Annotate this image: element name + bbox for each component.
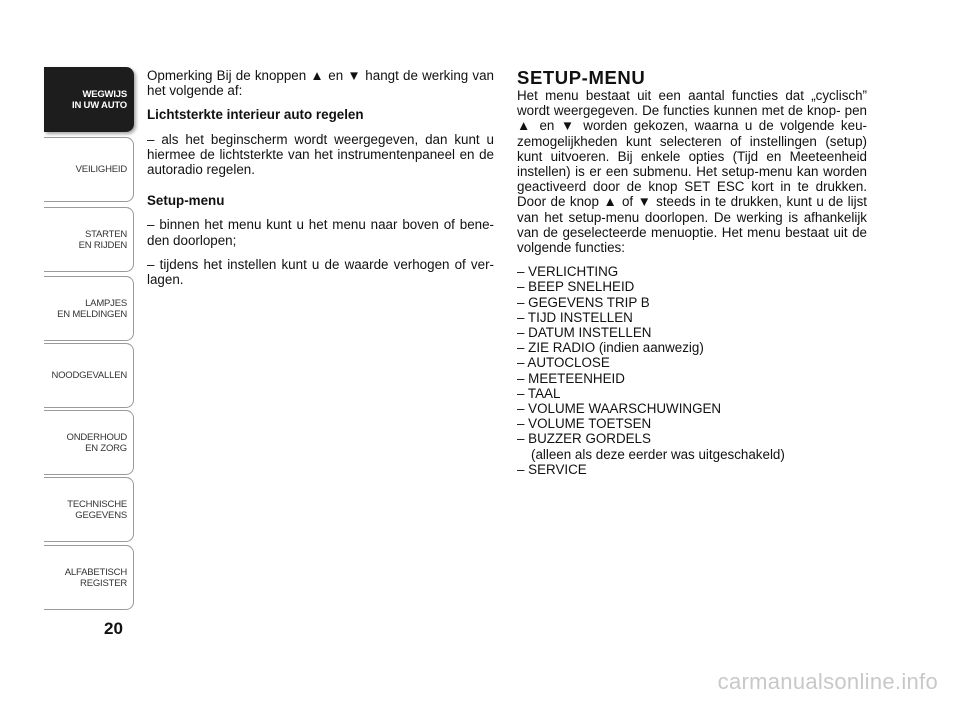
list-item: – ZIE RADIO (indien aanwezig) — [517, 340, 704, 356]
tab-label: STARTEN EN RIJDEN — [78, 228, 127, 251]
tab-label: NOODGEVALLEN — [51, 370, 127, 381]
tab-veiligheid[interactable] — [44, 137, 134, 202]
list-item: – DATUM INSTELLEN — [517, 325, 652, 341]
tab-label: WEGWIJS IN UW AUTO — [72, 88, 127, 111]
paragraph-setup-browse: – binnen het menu kunt u het menu naar boven of bene- den doorlopen; — [147, 217, 494, 248]
right-column — [517, 68, 867, 477]
list-item: – VERLICHTING — [517, 264, 619, 280]
tab-noodgevallen[interactable] — [44, 343, 134, 408]
intro-note: Opmerking Bij de knoppen ▲ en ▼ hangt de werking van het volgende af: — [147, 68, 494, 99]
list-item-label: – BUZZER GORDELS — [517, 431, 651, 447]
watermark: carmanualsonline.info — [717, 669, 938, 694]
paragraph-setup-adjust: – tijdens het instellen kunt u de waarde verhogen of ver- lagen. — [147, 256, 494, 288]
list-item: – VOLUME WAARSCHUWINGEN — [517, 401, 722, 417]
page-number: 20 — [104, 619, 123, 638]
tab-alfabetisch-register[interactable] — [44, 545, 134, 610]
tab-lampjes-en-meldingen[interactable] — [44, 276, 134, 341]
list-item: – MEETEENHEID — [517, 370, 625, 386]
tab-label: VEILIGHEID — [75, 164, 127, 175]
tab-technische-gegevens[interactable] — [44, 477, 134, 542]
list-item: – AUTOCLOSE — [517, 355, 610, 371]
list-item: – TAAL — [517, 385, 561, 401]
list-item-note: (alleen als deze eerder was uitgeschakeld) — [531, 446, 785, 462]
tab-onderhoud-en-zorg[interactable] — [44, 410, 134, 475]
section-heading-interior-light: Lichtsterkte interieur auto regelen — [147, 107, 364, 123]
tab-label: TECHNISCHE GEGEVENS — [67, 498, 127, 521]
tab-label: LAMPJES EN MELDINGEN — [57, 297, 127, 320]
list-item: – SERVICE — [517, 461, 587, 477]
list-item-buzzer — [517, 431, 867, 461]
tab-wegwijs-in-uw-auto[interactable] — [44, 67, 134, 132]
list-item: – GEGEVENS TRIP B — [517, 294, 650, 310]
section-title-setup-menu: SETUP-MENU — [517, 67, 646, 88]
list-item: – TIJD INSTELLEN — [517, 309, 633, 325]
list-item: – VOLUME TOETSEN — [517, 416, 652, 432]
list-item: – BEEP SNELHEID — [517, 279, 635, 295]
tab-label: ALFABETISCH REGISTER — [64, 566, 127, 589]
paragraph-interior-light: – als het beginscherm wordt weergegeven, dan kunt u hiermee de lichtsterkte van het instrumentenpaneel en de autoradio regelen. — [147, 131, 494, 178]
tab-starten-en-rijden[interactable] — [44, 207, 134, 272]
section-heading-setup-menu: Setup-menu — [147, 193, 225, 209]
setup-menu-description: Het menu bestaat uit een aantal functies dat „cyclisch” wordt weergegeven. De functies kunnen met de knop- pen ▲ en ▼ worden gekozen, waarna u de volgende keu- zemogelijkheden kunt selecteren of instellingen (setup) kunt uitvoeren. Bij enkele opties (Tijd en Meeteenheid instellen) is er een submenu. Het setup-menu kan worden geactiveerd door de knop SET ESC kort in te drukken. Door de knop ▲ of ▼ steeds in te drukken, kunt u de lijst van het setup-menu doorlopen. De werking is afhankelijk van de geselecteerde menuoptie. Het menu bestaat uit de volgende functies: — [517, 88, 867, 256]
tab-label: ONDERHOUD EN ZORG — [66, 431, 127, 454]
left-column — [147, 68, 494, 287]
